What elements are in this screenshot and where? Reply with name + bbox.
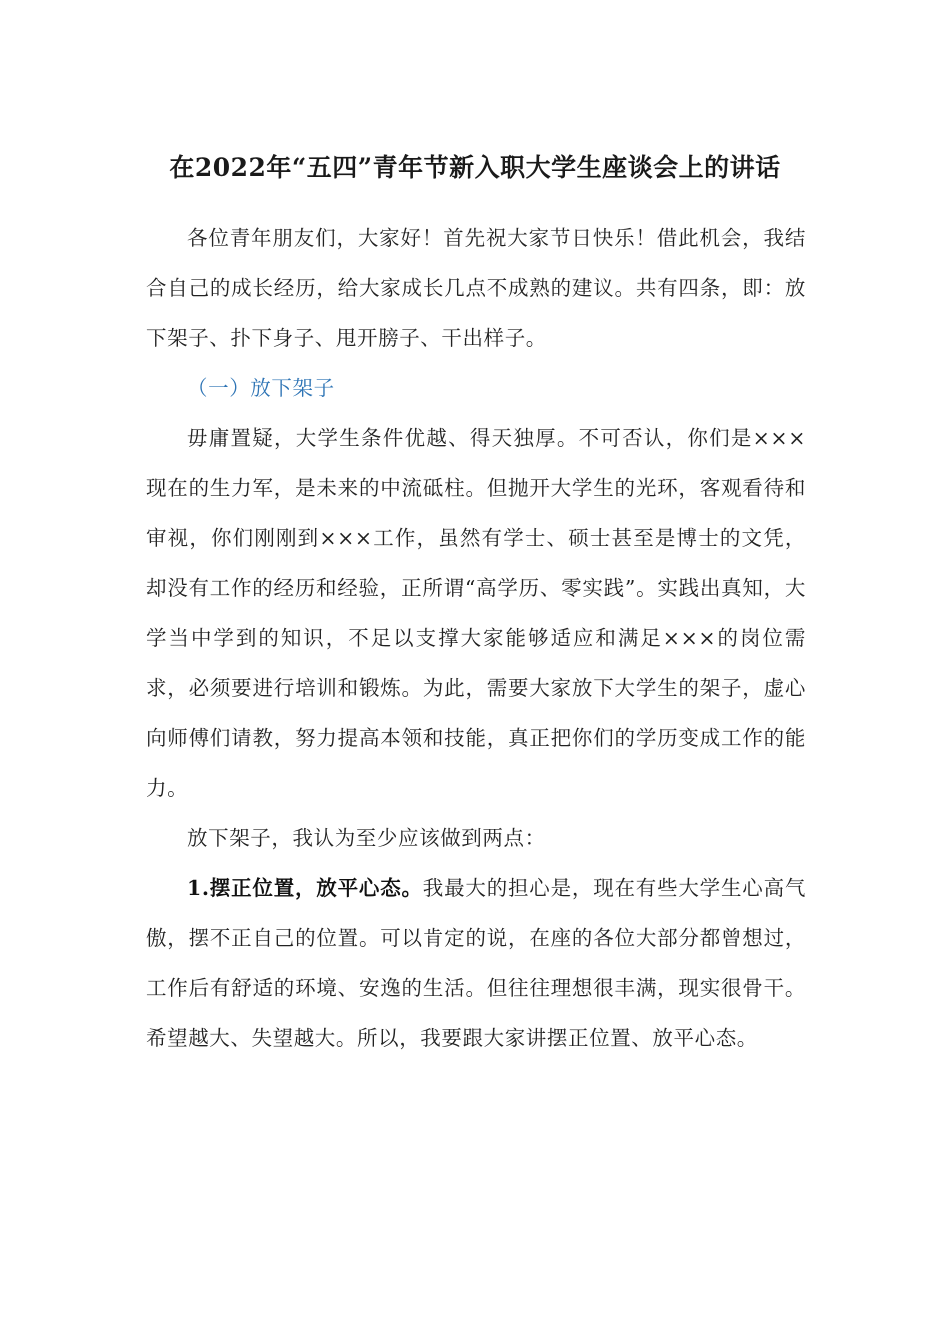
paragraph-point-one (146, 863, 806, 1063)
document-body (146, 213, 806, 1063)
point-one-text: 我最大的担心是，现在有些大学生心高气傲，摆不正自己的位置。可以肯定的说，在座的各位大部分都曾想过，工作后有舒适的环境、安逸的生活。但往往理想很丰满，现实很骨干。希望越大、失望越大。所以，我要跟大家讲摆正位置、放平心态。 (146, 876, 806, 1050)
document-title: 在2022年“五四”青年节新入职大学生座谈会上的讲话 (169, 153, 781, 182)
paragraph-intro-points: 放下架子，我认为至少应该做到两点： (187, 826, 546, 850)
section-heading: （一）放下架子 (187, 376, 335, 400)
point-one-heading: 1.摆正位置，放平心态。 (187, 876, 423, 900)
paragraph-greeting: 各位青年朋友们，大家好！首先祝大家节日快乐！借此机会，我结合自己的成长经历，给大家成长几点不成熟的建议。共有四条，即：放下架子、扑下身子、甩开膀子、干出样子。 (146, 226, 806, 350)
paragraph-background: 毋庸置疑，大学生条件优越、得天独厚。不可否认，你们是×××现在的生力军，是未来的中流砥柱。但抛开大学生的光环，客观看待和审视，你们刚刚到×××工作，虽然有学士、硕士甚至是博士的文凭，却没有工作的经历和经验，正所谓“高学历、零实践”。实践出真知，大学当中学到的知识，不足以支撑大家能够适应和满足×××的岗位需求，必须要进行培训和锻炼。为此，需要大家放下大学生的架子，虚心向师傅们请教，努力提高本领和技能，真正把你们的学历变成工作的能力。 (146, 426, 806, 800)
